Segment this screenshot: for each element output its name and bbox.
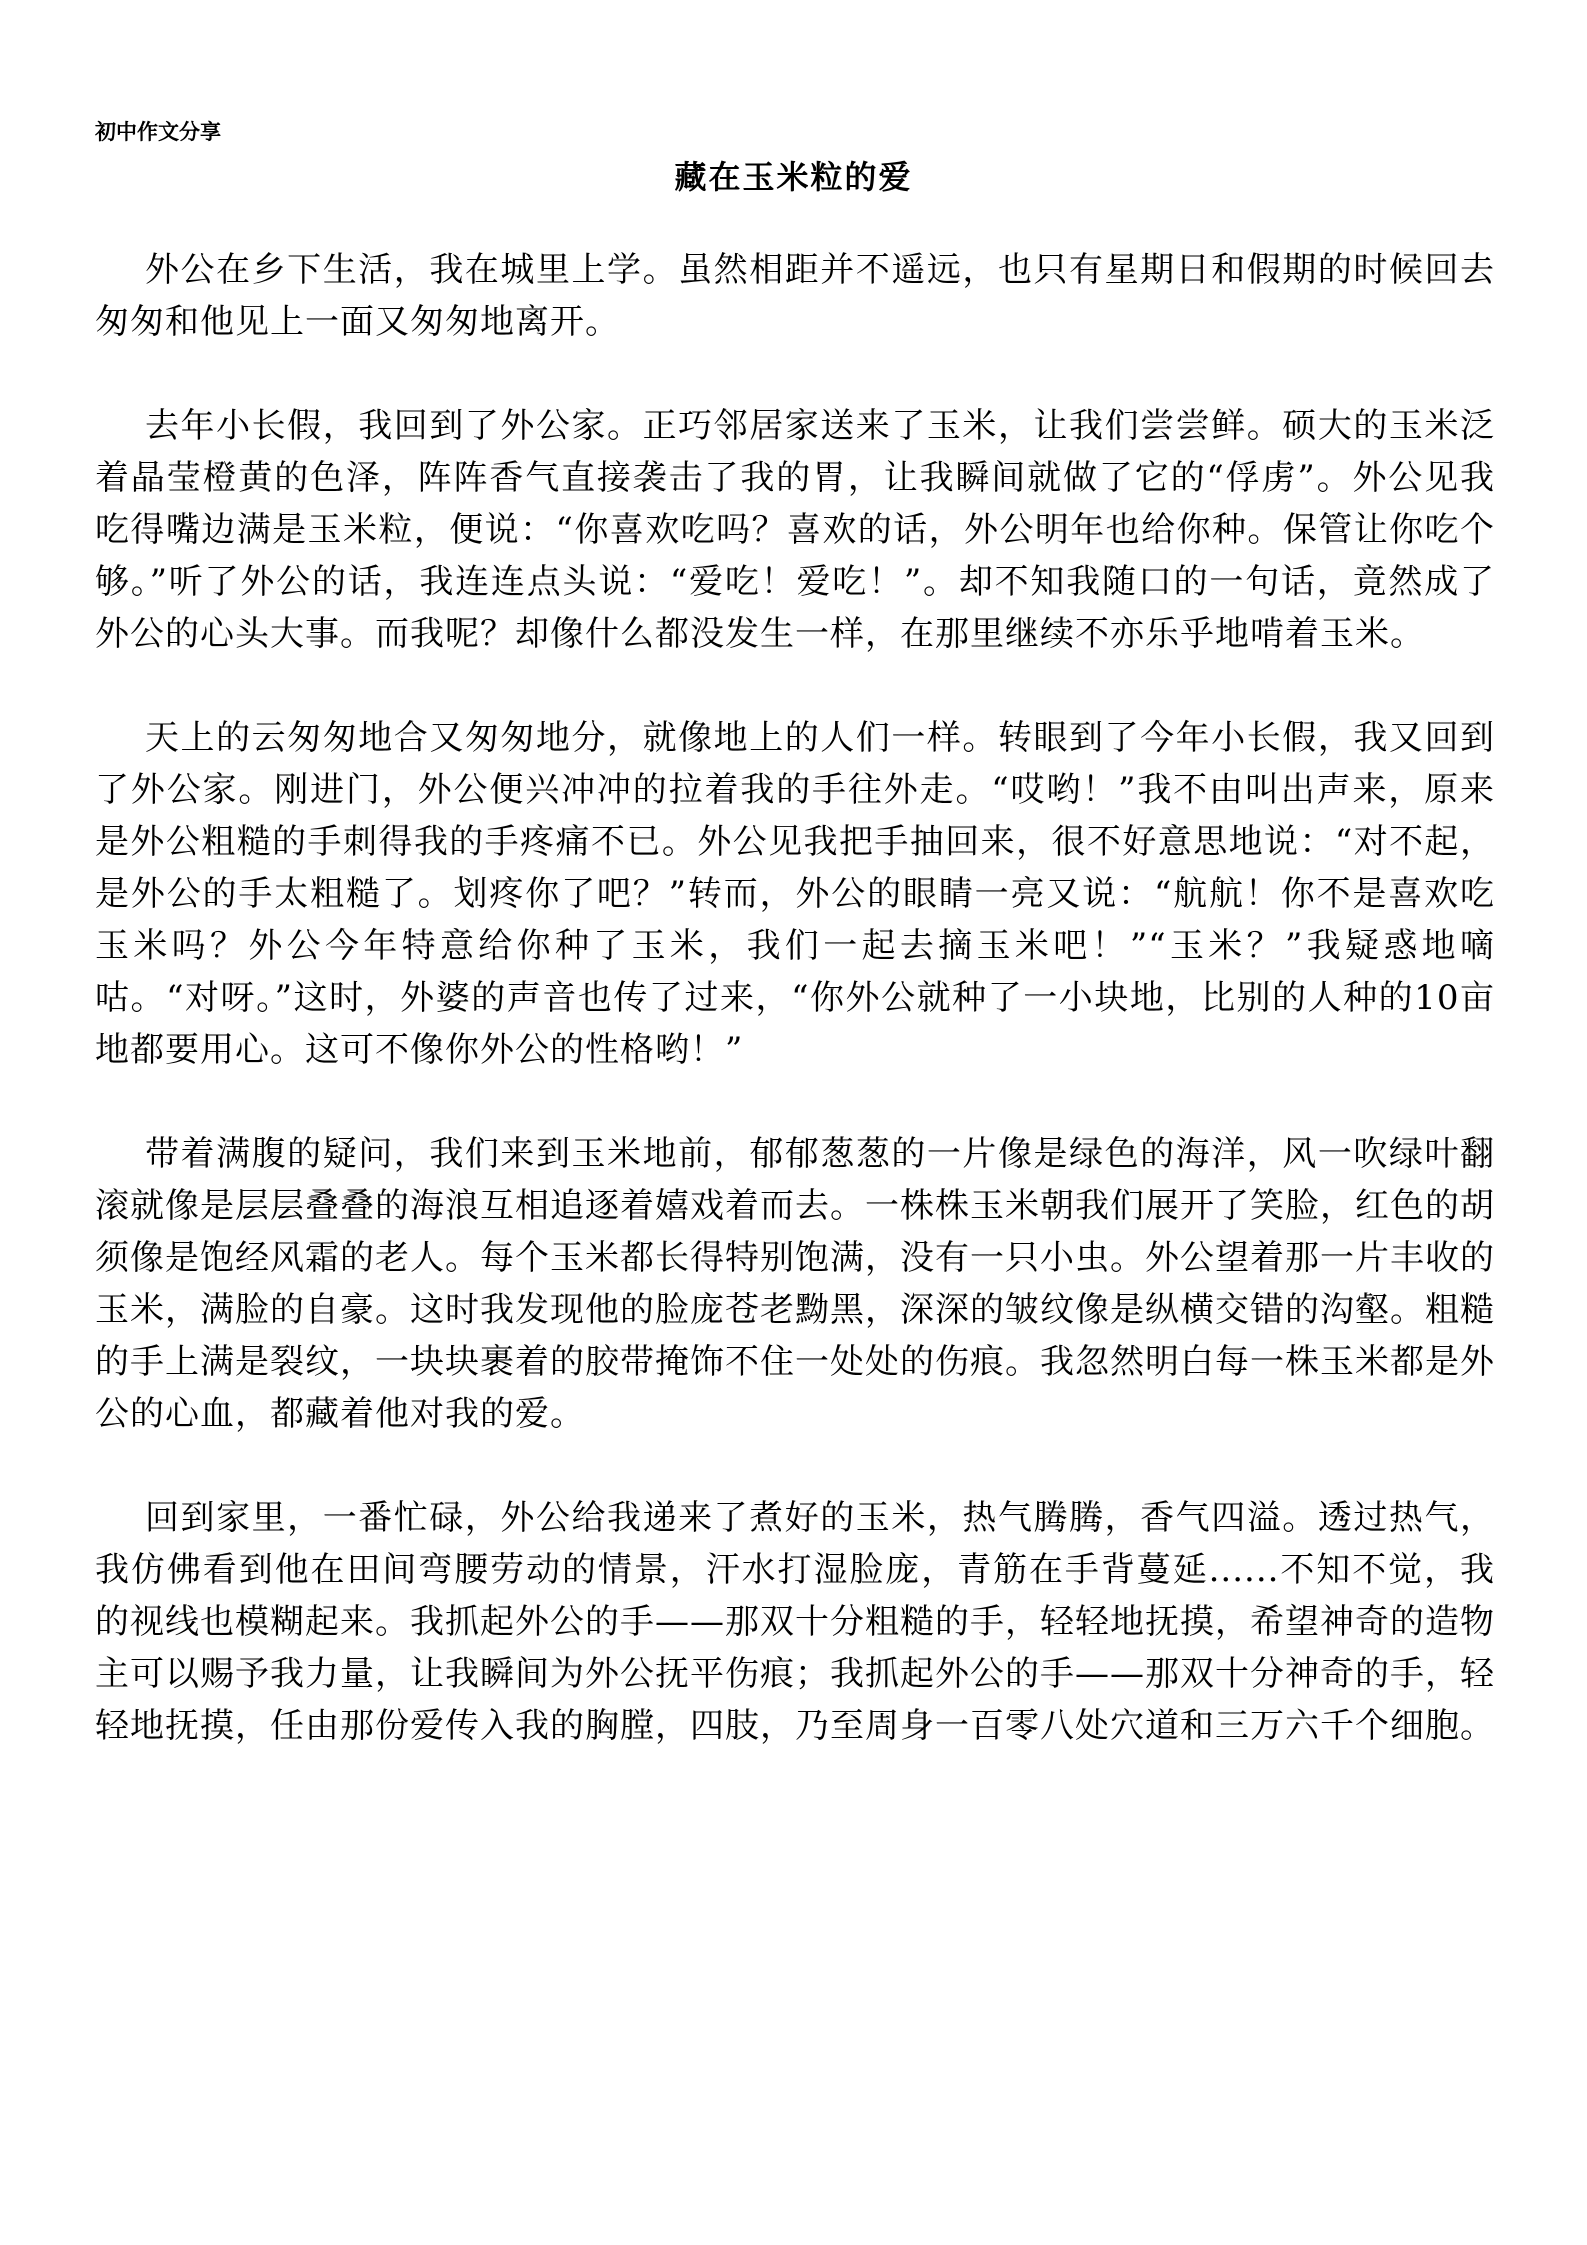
paragraph: 天上的云匆匆地合又匆匆地分，就像地上的人们一样。转眼到了今年小长假，我又回到了外公家。刚进门，外公便兴冲冲的拉着我的手往外走。“哎哟！”我不由叫出声来，原来是外公粗糙的手刺得我的手疼痛不已。外公见我把手抽回来，很不好意思地说：“对不起，是外公的手太粗糙了。划疼你了吧？”转而，外公的眼睛一亮又说：“航航！你不是喜欢吃玉米吗？外公今年特意给你种了玉米，我们一起去摘玉米吧！”“玉米？”我疑惑地嘀咕。“对呀。”这时，外婆的声音也传了过来，“你外公就种了一小块地，比别的人种的10亩地都要用心。这可不像你外公的性格哟！” (95, 718, 1495, 1070)
paragraph: 带着满腹的疑问，我们来到玉米地前，郁郁葱葱的一片像是绿色的海洋，风一吹绿叶翻滚就像是层层叠叠的海浪互相追逐着嬉戏着而去。一株株玉米朝我们展开了笑脸，红色的胡须像是饱经风霜的老人。每个玉米都长得特别饱满，没有一只小虫。外公望着那一片丰收的玉米，满脸的自豪。这时我发现他的脸庞苍老黝黑，深深的皱纹像是纵横交错的沟壑。粗糙的手上满是裂纹，一块块裹着的胶带掩饰不住一处处的伤痕。我忽然明白每一株玉米都是外公的心血，都藏着他对我的爱。 (95, 1134, 1495, 1434)
paragraph: 去年小长假，我回到了外公家。正巧邻居家送来了玉米，让我们尝尝鲜。硕大的玉米泛着晶莹橙黄的色泽，阵阵香气直接袭击了我的胃，让我瞬间就做了它的“俘虏”。外公见我吃得嘴边满是玉米粒，便说：“你喜欢吃吗？喜欢的话，外公明年也给你种。保管让你吃个够。”听了外公的话，我连连点头说：“爱吃！爱吃！”。却不知我随口的一句话，竟然成了外公的心头大事。而我呢？却像什么都没发生一样，在那里继续不亦乐乎地啃着玉米。 (95, 406, 1495, 654)
paragraph: 回到家里，一番忙碌，外公给我递来了煮好的玉米，热气腾腾，香气四溢。透过热气，我仿佛看到他在田间弯腰劳动的情景，汗水打湿脸庞，青筋在手背蔓延......不知不觉，我的视线也模糊起来。我抓起外公的手——那双十分粗糙的手，轻轻地抚摸，希望神奇的造物主可以赐予我力量，让我瞬间为外公抚平伤痕；我抓起外公的手——那双十分神奇的手，轻轻地抚摸，任由那份爱传入我的胸膛，四肢，乃至周身一百零八处穴道和三万六千个细胞。 (95, 1498, 1495, 1746)
essay-title: 藏在玉米粒的爱 (674, 158, 913, 196)
essay-body (95, 244, 1495, 1752)
paragraph: 外公在乡下生活，我在城里上学。虽然相距并不遥远，也只有星期日和假期的时候回去匆匆和他见上一面又匆匆地离开。 (95, 250, 1495, 342)
header-label: 初中作文分享 (95, 119, 221, 144)
